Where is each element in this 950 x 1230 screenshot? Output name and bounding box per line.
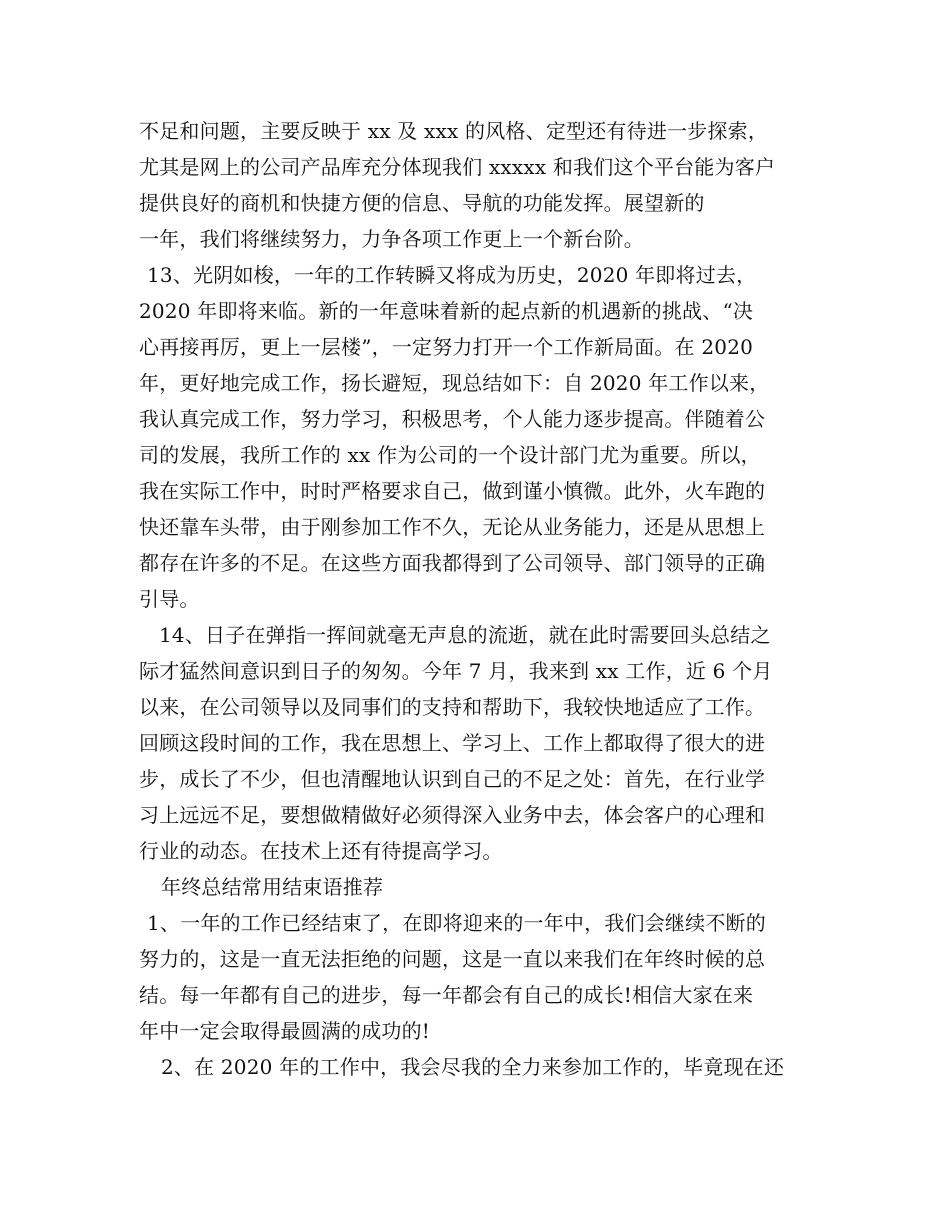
text-line: 行业的动态。在技术上还有待提高学习。 — [139, 839, 503, 863]
text-line: 心再接再厉，更上一层楼”，一定努力打开一个工作新局面。在 2020 — [139, 335, 754, 359]
text-line: 都存在许多的不足。在这些方面我都得到了公司领导、部门领导的正确 — [139, 551, 766, 575]
text-line: 不足和问题，主要反映于 xx 及 xxx 的风格、定型还有待进一步探索， — [139, 119, 769, 143]
paragraph-start-line: 1、一年的工作已经结束了，在即将迎来的一年中，我们会继续不断的 — [147, 911, 766, 935]
text-line: 结。每一年都有自己的进步，每一年都会有自己的成长!相信大家在来 — [139, 983, 754, 1007]
text-line: 年，更好地完成工作，扬长避短，现总结如下：自 2020 年工作以来， — [139, 371, 770, 395]
text-line: 提供良好的商机和快捷方便的信息、导航的功能发挥。展望新的 — [139, 191, 705, 215]
text-line: 尤其是网上的公司产品库充分体现我们 xxxxx 和我们这个平台能为客户 — [139, 155, 776, 179]
section-heading: 年终总结常用结束语推荐 — [161, 875, 384, 899]
text-line: 我在实际工作中，时时严格要求自己，做到谨小慎微。此外，火车跑的 — [139, 479, 766, 503]
paragraph-start-line: 2、在 2020 年的工作中，我会尽我的全力来参加工作的，毕竟现在还 — [161, 1055, 785, 1079]
text-line: 努力的，这是一直无法拒绝的问题，这是一直以来我们在年终时候的总 — [139, 947, 766, 971]
paragraph-start-line: 14、日子在弹指一挥间就毫无声息的流逝，就在此时需要回头总结之 — [159, 623, 771, 647]
text-line: 2020 年即将来临。新的一年意味着新的起点新的机遇新的挑战、“决 — [139, 299, 754, 323]
text-line: 以来，在公司领导以及同事们的支持和帮助下，我较快地适应了工作。 — [139, 695, 766, 719]
text-line: 快还靠车头带，由于刚参加工作不久，无论从业务能力，还是从思想上 — [139, 515, 766, 539]
text-line: 引导。 — [139, 587, 200, 611]
text-line: 一年，我们将继续努力，力争各项工作更上一个新台阶。 — [139, 227, 644, 251]
text-line: 我认真完成工作，努力学习，积极思考，个人能力逐步提高。伴随着公 — [139, 407, 766, 431]
text-line: 年中一定会取得最圆满的成功的! — [139, 1019, 431, 1043]
text-line: 际才猛然间意识到日子的匆匆。今年 7 月，我来到 xx 工作，近 6 个月 — [139, 659, 773, 683]
paragraph-start-line: 13、光阴如梭，一年的工作转瞬又将成为历史，2020 年即将过去， — [147, 263, 757, 287]
text-line: 步，成长了不少，但也清醒地认识到自己的不足之处：首先，在行业学 — [139, 767, 766, 791]
text-line: 习上远远不足，要想做精做好必须得深入业务中去，体会客户的心理和 — [139, 803, 766, 827]
text-line: 司的发展，我所工作的 xx 作为公司的一个设计部门尤为重要。所以， — [139, 443, 761, 467]
text-line: 回顾这段时间的工作，我在思想上、学习上、工作上都取得了很大的进 — [139, 731, 766, 755]
